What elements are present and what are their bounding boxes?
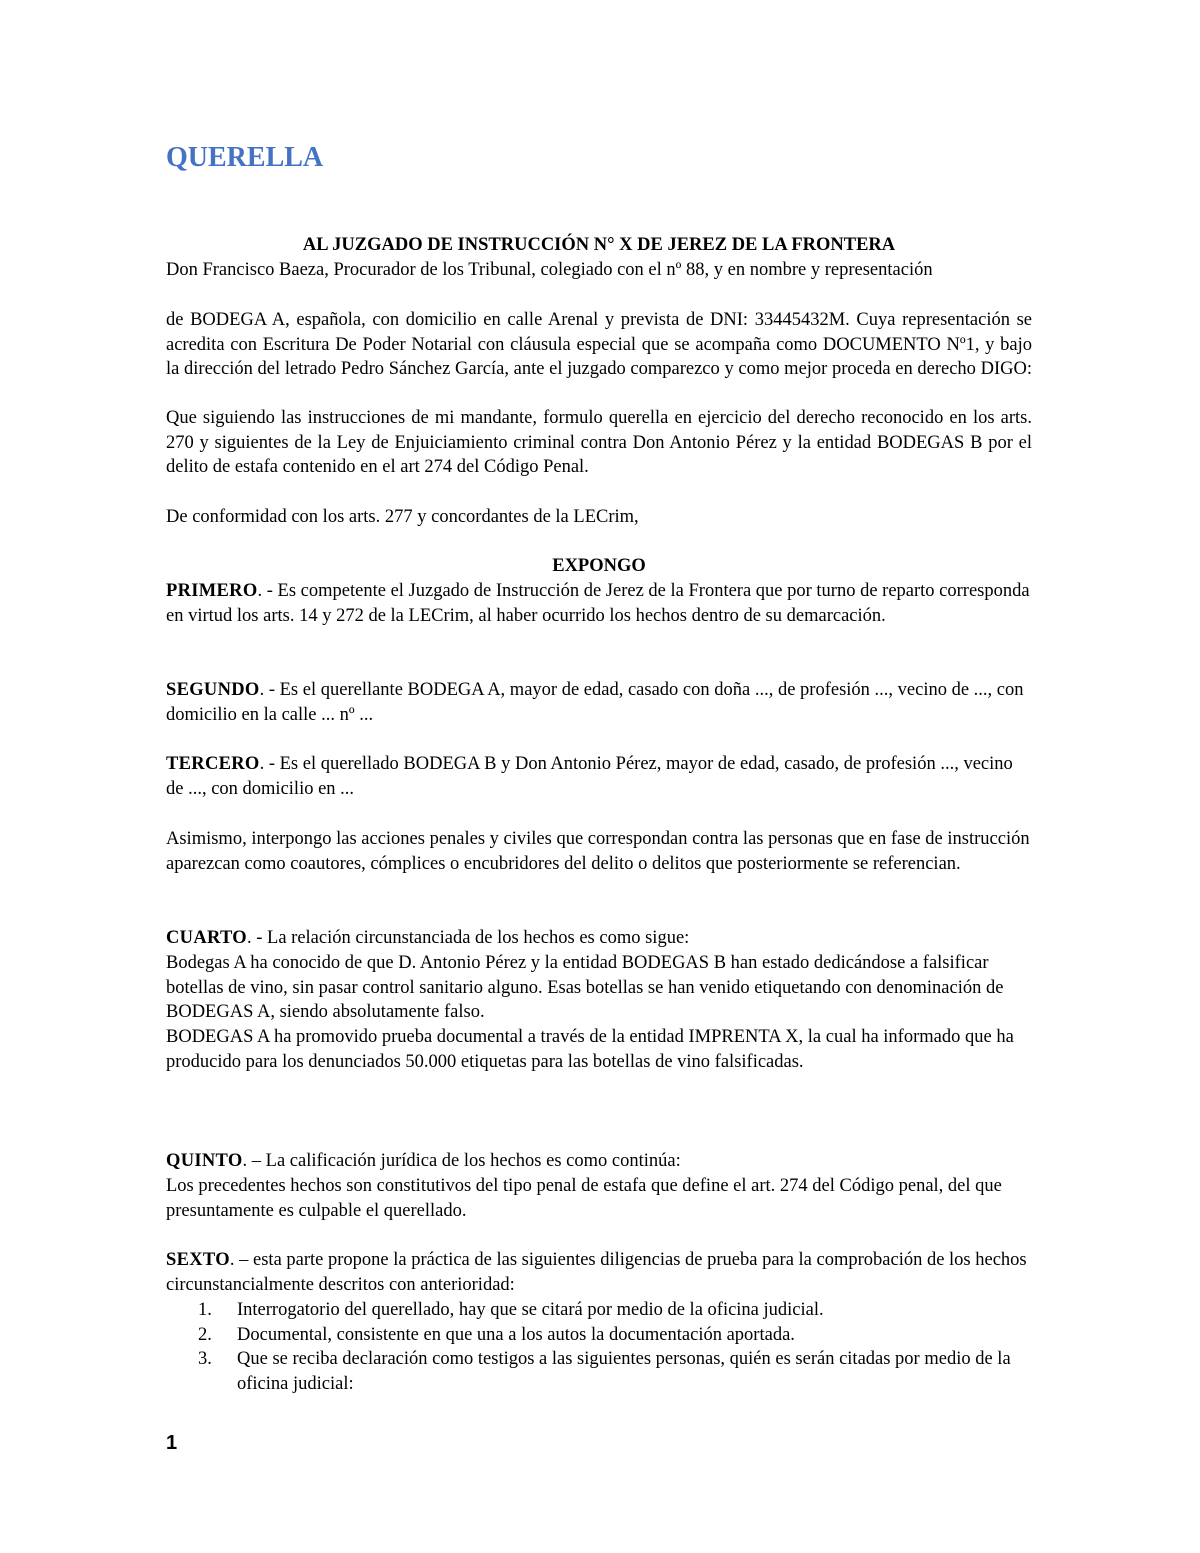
section-sexto-label: SEXTO <box>166 1250 230 1270</box>
intro-paragraph-2 <box>166 308 1032 382</box>
document-title: QUERELLA <box>166 142 324 173</box>
section-segundo-label: SEGUNDO <box>166 680 260 700</box>
section-segundo <box>166 678 1032 727</box>
section-quinto-label: QUINTO <box>166 1151 243 1171</box>
section-cuarto-label: CUARTO <box>166 928 247 948</box>
cuarto-paragraph-2: BODEGAS A ha promovido prueba documental a través de la entidad IMPRENTA X, la cual ha informado que ha producido para los denunciados 50.000 etiquetas para las botellas de vino falsificadas. <box>166 1027 1014 1072</box>
section-sexto-text: . – esta parte propone la práctica de las siguientes diligencias de prueba para la comprobación de los hechos circunstancialmente descritos con anterioridad: <box>166 1250 1027 1295</box>
section-quinto-text: . – La calificación jurídica de los hechos es como continúa: <box>242 1151 681 1171</box>
expongo-heading: EXPONGO <box>552 556 646 576</box>
intro-paragraph-3: Que siguiendo las instrucciones de mi mandante, formulo querella en ejercicio del derecho reconocido en los arts. 270 y siguientes de la Ley de Enjuiciamiento criminal contra Don Antonio Pérez y la entidad BODEGAS B por el delito de estafa contenido en el art 274 del Código Penal. <box>166 408 1032 478</box>
cuarto-paragraph-1: Bodegas A ha conocido de que D. Antonio Pérez y la entidad BODEGAS B han estado dedicándose a falsificar botellas de vino, sin pasar control sanitario alguno. Esas botellas se han venido etiquetando con denominación de BODEGAS A, siendo absolutamente falso. <box>166 953 1004 1023</box>
list-item <box>166 1347 1032 1396</box>
section-primero-label: PRIMERO <box>166 581 258 601</box>
list-item-number: 1. <box>198 1300 212 1320</box>
evidence-list <box>166 1298 1032 1396</box>
list-item-text: Que se reciba declaración como testigos a las siguientes personas, quién es serán citadas por medio de la oficina judicial: <box>237 1349 1011 1394</box>
section-tercero <box>166 752 1032 801</box>
list-item-number: 3. <box>198 1349 212 1370</box>
list-item-number: 2. <box>198 1324 212 1345</box>
quinto-paragraph-1: Los precedentes hechos son constitutivos del tipo penal de estafa que define el art. 274 del Código penal, del que presuntamente es culpable el querellado. <box>166 1176 1002 1221</box>
list-item-text: Documental, consistente en que una a los autos la documentación aportada. <box>237 1324 795 1345</box>
intro-paragraph-1: Don Francisco Baeza, Procurador de los Tribunal, colegiado con el nº 88, y en nombre y representación <box>166 260 933 280</box>
page-number: 1 <box>166 1432 178 1454</box>
court-heading: AL JUZGADO DE INSTRUCCIÓN N° X DE JEREZ DE LA FRONTERA <box>302 235 896 255</box>
section-primero-text: . - Es competente el Juzgado de Instrucción de Jerez de la Frontera que por turno de reparto corresponda en virtud los arts. 14 y 272 de la LECrim, al haber ocurrido los hechos dentro de su demarcación. <box>166 581 1030 626</box>
conformity-paragraph: De conformidad con los arts. 277 y concordantes de la LECrim, <box>166 507 639 527</box>
list-item <box>166 1298 1032 1323</box>
list-item-text: Interrogatorio del querellado, hay que se citará por medio de la oficina judicial. <box>237 1300 824 1320</box>
section-segundo-text: . - Es el querellante BODEGA A, mayor de edad, casado con doña ..., de profesión ..., vecino de ..., con domicilio en la calle ... nº ... <box>166 680 1024 725</box>
section-sexto <box>166 1248 1032 1297</box>
section-cuarto-text: . - La relación circunstanciada de los hechos es como sigue: <box>247 928 690 948</box>
intro-paragraph-2-text: de BODEGA A, española, con domicilio en calle Arenal y prevista de DNI: 33445432M. Cuya representación se acredita con Escritura De Poder Notarial con cláusula especial que se acompaña como DOCUMENTO Nº1, y bajo la dirección del letrado Pedro Sánchez García, ante el juzgado comparezco y como mejor proceda en derecho DIGO: <box>166 310 1032 380</box>
section-tercero-text: . - Es el querellado BODEGA B y Don Antonio Pérez, mayor de edad, casado, de profesión ..., vecino de ..., con domicilio en ... <box>166 754 1013 799</box>
section-cuarto <box>166 926 1032 951</box>
section-quinto <box>166 1149 1032 1174</box>
asimismo-paragraph: Asimismo, interpongo las acciones penales y civiles que correspondan contra las personas que en fase de instrucción aparezcan como coautores, cómplices o encubridores del delito o delitos que posteriormente se referencian. <box>166 829 1030 874</box>
section-tercero-label: TERCERO <box>166 754 260 774</box>
section-primero <box>166 579 1032 628</box>
list-item <box>166 1323 1032 1348</box>
